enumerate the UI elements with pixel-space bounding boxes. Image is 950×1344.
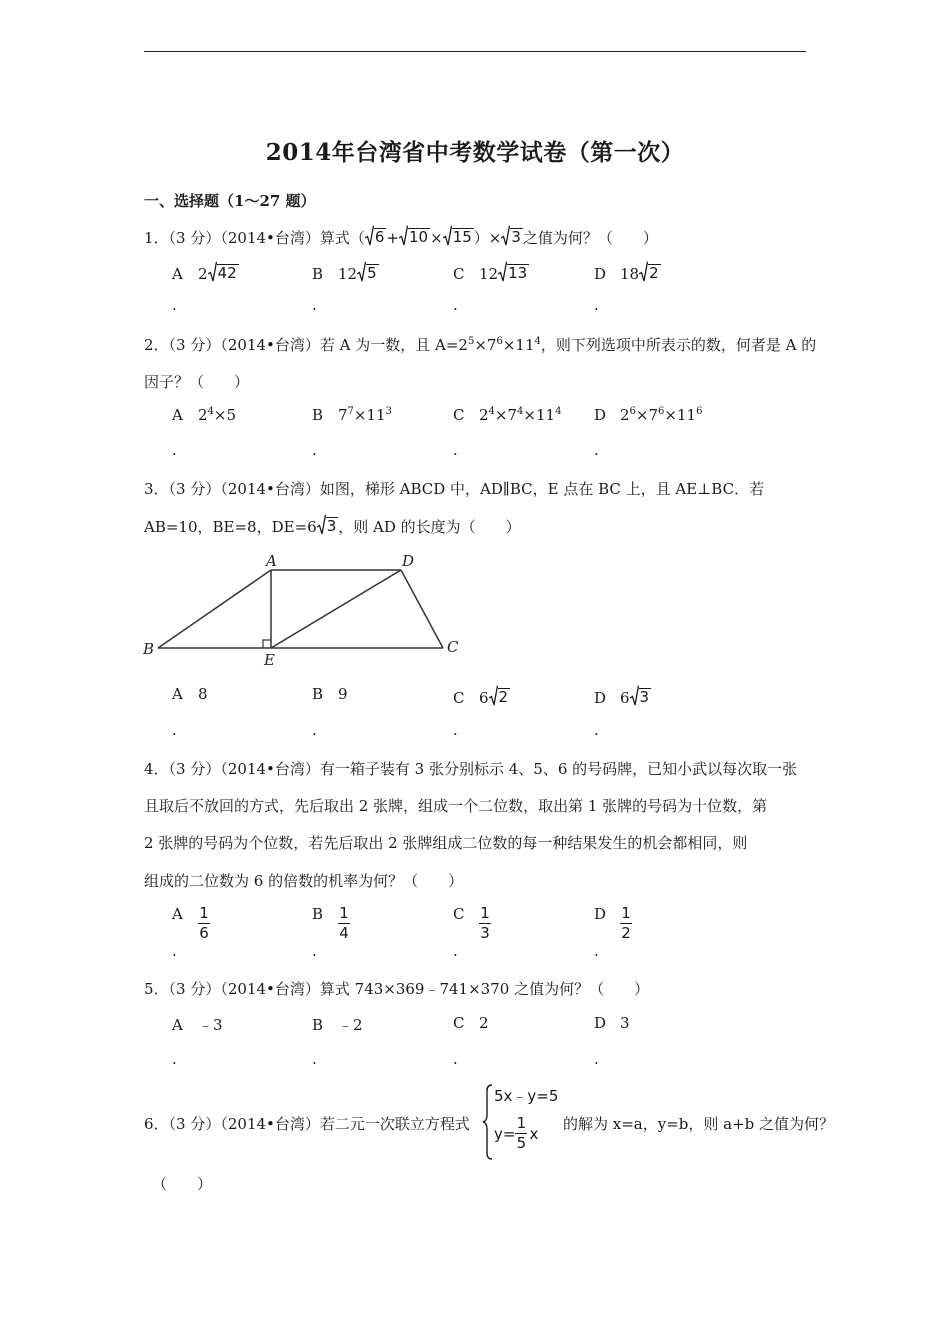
equation-2: y= $\frac{1}{5}$ x (494, 1114, 539, 1152)
q1-option-b[interactable]: B 12 5 (312, 261, 379, 283)
question-1: 1．（3 分）（2014•台湾）算式（ 6 + 10 × 15 ）× 3 之值为何？（ ） (144, 225, 658, 248)
q4-option-d[interactable]: D $\frac{1}{2}$ (594, 904, 631, 942)
fraction: $\frac{1}{6}$ (199, 904, 209, 942)
point-label-a: A (266, 552, 277, 570)
point-label-d: D (402, 552, 415, 570)
option-dot: . (453, 942, 458, 960)
q5-option-a[interactable]: A ﹣3 (172, 1016, 223, 1034)
fraction: $\frac{1}{3}$ (480, 904, 490, 942)
q2-option-a[interactable]: A $2^4\times 5$ (172, 406, 237, 424)
left-brace (482, 1083, 494, 1161)
option-dot: . (453, 1050, 458, 1068)
question-2: 2．（3 分）（2014•台湾）若 A 为一数，且 $A=2^5\times 7^6\times 11^4$，则下列选项中所表示的数，何者是 A 的 (144, 336, 817, 354)
question-4-line-4: 组成的二位数为 6 的倍数的机率为何？（ ） (144, 872, 464, 890)
trapezoid-figure (138, 550, 468, 670)
header-rule (144, 51, 806, 52)
option-dot: . (312, 942, 317, 960)
radical: 6 (365, 225, 387, 246)
option-dot: . (594, 721, 599, 739)
q4-option-c[interactable]: C $\frac{1}{3}$ (453, 904, 490, 942)
q3-option-b[interactable]: B 9 (312, 685, 348, 703)
question-5: 5．（3 分）（2014•台湾）算式 743×369﹣741×370 之值为何？（ ） (144, 980, 650, 998)
option-dot: . (172, 1050, 177, 1068)
q5-option-d[interactable]: D 3 (594, 1014, 630, 1032)
fraction: $\frac{1}{5}$ (516, 1114, 527, 1152)
q5-option-b[interactable]: B ﹣2 (312, 1016, 363, 1034)
equation-system (482, 1083, 562, 1161)
option-dot: . (172, 296, 177, 314)
option-dot: . (172, 942, 177, 960)
segment-ab (158, 570, 271, 648)
option-dot: . (594, 441, 599, 459)
q1-option-d[interactable]: D 18 2 (594, 261, 661, 283)
question-4-line-3: 2 张牌的号码为个位数，若先后取出 2 张牌组成二位数的每一种结果发生的机会都相同，则 (144, 834, 748, 852)
point-label-e: E (264, 651, 275, 669)
radical: 15 (443, 225, 474, 246)
option-dot: . (594, 1050, 599, 1068)
question-6: 6．（3 分）（2014•台湾）若二元一次联立方程式 (144, 1115, 470, 1133)
q1-option-a[interactable]: A 2 42 (172, 261, 239, 283)
question-3-line-2: AB=10，BE=8，DE=6 3 ，则 AD 的长度为（ ） (144, 514, 521, 537)
option-dot: . (594, 942, 599, 960)
radical: 10 (399, 225, 430, 246)
q3-option-c[interactable]: C 6 2 (453, 685, 510, 707)
segment-dc (401, 570, 443, 648)
q4-option-a[interactable]: A $\frac{1}{6}$ (172, 904, 209, 942)
q1-option-c[interactable]: C 12 13 (453, 261, 529, 283)
option-dot: . (172, 721, 177, 739)
radical: 3 (501, 225, 523, 246)
question-2-line-2: 因子？（ ） (144, 373, 250, 391)
segment-ed (271, 570, 401, 648)
section-title: 一、选择题（1～27 题） (144, 192, 316, 210)
q4-option-b[interactable]: B $\frac{1}{4}$ (312, 904, 349, 942)
page-title: 2014年台湾省中考数学试卷（第一次） (265, 139, 685, 166)
question-4-line-2: 且取后不放回的方式，先后取出 2 张牌，组成一个二位数，取出第 1 张牌的号码为十位数，第 (144, 797, 768, 815)
option-dot: . (453, 441, 458, 459)
q2-option-c[interactable]: C $2^4\times 7^4\times 11^4$ (453, 406, 562, 424)
question-3: 3．（3 分）（2014•台湾）如图，梯形 ABCD 中，AD∥BC，E 点在 BC 上，且 AE⊥BC．若 (144, 480, 765, 498)
q3-option-a[interactable]: A 8 (172, 685, 208, 703)
fraction: $\frac{1}{2}$ (621, 904, 631, 942)
right-angle-mark (263, 640, 271, 648)
option-dot: . (453, 721, 458, 739)
point-label-b: B (143, 640, 155, 658)
question-6-blank: （ ） (152, 1175, 213, 1193)
option-dot: . (594, 296, 599, 314)
option-dot: . (453, 296, 458, 314)
option-dot: . (312, 296, 317, 314)
q2-option-d[interactable]: D $2^6\times 7^6\times 11^6$ (594, 406, 703, 424)
option-dot: . (312, 441, 317, 459)
fraction: $\frac{1}{4}$ (339, 904, 349, 942)
option-dot: . (312, 1050, 317, 1068)
point-label-c: C (447, 638, 459, 656)
question-6-suffix: 的解为 x=a，y=b，则 a+b 之值为何？ (563, 1115, 835, 1133)
q3-option-d[interactable]: D 6 3 (594, 685, 651, 707)
option-dot: . (312, 721, 317, 739)
q2-option-b[interactable]: B $7^7\times 11^3$ (312, 406, 392, 424)
question-4: 4．（3 分）（2014•台湾）有一箱子装有 3 张分别标示 4、5、6 的号码牌，已知小武以每次取一张 (144, 760, 798, 778)
option-dot: . (172, 441, 177, 459)
q5-option-c[interactable]: C 2 (453, 1014, 489, 1032)
equation-1: 5x﹣y=5 (494, 1087, 559, 1105)
